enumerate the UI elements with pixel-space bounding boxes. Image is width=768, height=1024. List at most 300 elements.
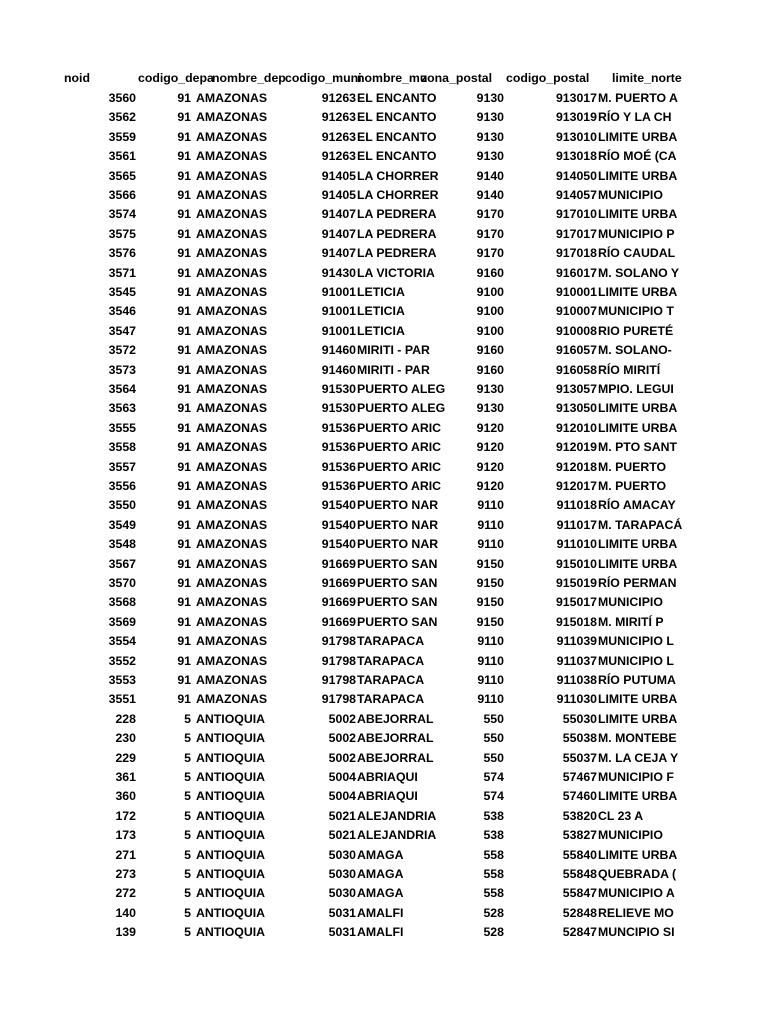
table-row	[0, 535, 768, 554]
cell-limite-norte: RÍO PUTUMA	[598, 673, 676, 687]
cell-nombre-depto: AMAZONAS	[196, 362, 268, 377]
cell-limite-norte: RIO PURETÉ	[598, 323, 674, 338]
cell-codigo-postal: 915019	[555, 576, 597, 590]
cell-limite-norte: M. LA CEJA Y	[598, 750, 679, 765]
table-row	[0, 302, 768, 321]
cell-limite-norte: MUNICIPIO F	[598, 770, 674, 784]
cell-noid: 3566	[108, 188, 136, 202]
cell-codigo-depto: 91	[177, 673, 191, 687]
cell-codigo-postal: 910007	[555, 304, 597, 319]
cell-noid: 3571	[108, 265, 136, 280]
header-noid: noid	[64, 71, 90, 85]
cell-codigo-postal: 55030	[562, 711, 597, 726]
cell-zona-postal: 9110	[477, 692, 504, 707]
table-row	[0, 632, 768, 651]
cell-nombre-depto: ANTIOQUIA	[196, 847, 265, 862]
cell-zona-postal: 574	[483, 770, 504, 784]
cell-codigo-muni: 91263	[321, 149, 356, 164]
cell-zona-postal: 9100	[476, 304, 504, 319]
cell-codigo-depto: 91	[177, 323, 191, 338]
table-row	[0, 807, 768, 826]
cell-codigo-postal: 911038	[556, 673, 597, 687]
cell-zona-postal: 558	[483, 886, 504, 901]
table-row	[0, 749, 768, 768]
cell-noid: 3564	[108, 382, 136, 396]
cell-limite-norte: LIMITE URBA	[598, 711, 678, 726]
cell-zona-postal: 9160	[476, 265, 504, 280]
cell-codigo-depto: 91	[177, 537, 191, 552]
cell-nombre-depto: AMAZONAS	[196, 188, 268, 202]
cell-zona-postal: 9150	[476, 595, 504, 610]
header-row	[0, 69, 768, 88]
cell-nombre-muni: PUERTO ARIC	[357, 479, 442, 493]
cell-noid: 3545	[108, 285, 136, 299]
cell-noid: 3549	[108, 517, 136, 532]
cell-nombre-depto: ANTIOQUIA	[196, 731, 265, 746]
cell-nombre-depto: AMAZONAS	[196, 614, 268, 629]
table-row	[0, 186, 768, 205]
cell-zona-postal: 9120	[476, 459, 504, 474]
cell-limite-norte: LIMITE URBA	[598, 556, 678, 571]
cell-zona-postal: 9120	[476, 420, 504, 435]
cell-zona-postal: 9120	[476, 440, 504, 455]
cell-nombre-depto: ANTIOQUIA	[196, 711, 265, 726]
cell-limite-norte: LIMITE URBA	[598, 537, 678, 552]
table-row	[0, 710, 768, 729]
cell-codigo-muni: 5021	[328, 828, 356, 843]
cell-nombre-depto: ANTIOQUIA	[196, 905, 265, 920]
cell-nombre-depto: AMAZONAS	[196, 91, 268, 105]
cell-codigo-muni: 91669	[321, 576, 356, 590]
cell-nombre-depto: AMAZONAS	[196, 304, 268, 319]
cell-nombre-muni: PUERTO ARIC	[357, 459, 442, 474]
cell-noid: 230	[115, 731, 136, 746]
table-row	[0, 205, 768, 224]
cell-nombre-muni: LETICIA	[357, 285, 405, 299]
cell-nombre-depto: AMAZONAS	[196, 168, 268, 183]
table-row	[0, 652, 768, 671]
cell-codigo-postal: 913010	[555, 129, 597, 144]
cell-codigo-muni: 91530	[321, 401, 356, 416]
cell-nombre-depto: AMAZONAS	[196, 323, 268, 338]
cell-codigo-muni: 91405	[321, 168, 356, 183]
cell-zona-postal: 528	[483, 925, 504, 940]
cell-noid: 139	[115, 925, 136, 940]
cell-limite-norte: MUNICIPIO	[598, 595, 663, 610]
cell-codigo-muni: 91530	[321, 382, 356, 396]
cell-limite-norte: LIMITE URBA	[598, 420, 678, 435]
cell-codigo-postal: 53827	[562, 828, 597, 843]
cell-noid: 3555	[108, 420, 136, 435]
table-row	[0, 89, 768, 108]
header-limite-norte: limite_norte	[612, 71, 682, 85]
cell-noid: 271	[115, 847, 136, 862]
cell-zona-postal: 9110	[477, 653, 504, 668]
cell-codigo-muni: 91407	[321, 246, 356, 261]
cell-zona-postal: 9140	[476, 168, 504, 183]
cell-nombre-depto: AMAZONAS	[196, 265, 268, 280]
cell-nombre-muni: TARAPACA	[357, 673, 425, 687]
table-row	[0, 361, 768, 380]
cell-codigo-muni: 91263	[321, 110, 356, 125]
cell-codigo-postal: 913017	[555, 91, 597, 105]
cell-nombre-depto: AMAZONAS	[196, 285, 268, 299]
cell-codigo-depto: 91	[177, 517, 191, 532]
cell-nombre-depto: AMAZONAS	[196, 459, 268, 474]
cell-nombre-muni: ALEJANDRIA	[357, 808, 437, 823]
cell-codigo-depto: 5	[184, 925, 191, 940]
cell-codigo-muni: 91407	[321, 226, 356, 241]
cell-zona-postal: 550	[483, 750, 504, 765]
cell-zona-postal: 9120	[476, 479, 504, 493]
cell-nombre-depto: AMAZONAS	[196, 576, 268, 590]
cell-nombre-muni: PUERTO NAR	[357, 517, 439, 532]
cell-nombre-depto: AMAZONAS	[196, 110, 268, 125]
cell-zona-postal: 9130	[476, 129, 504, 144]
cell-nombre-depto: ANTIOQUIA	[196, 867, 265, 881]
table-row	[0, 768, 768, 787]
cell-zona-postal: 9170	[476, 207, 504, 222]
cell-limite-norte: MUNICIPIO	[598, 828, 663, 843]
cell-codigo-muni: 5004	[328, 770, 356, 784]
cell-codigo-depto: 91	[177, 653, 191, 668]
table-row	[0, 108, 768, 127]
cell-codigo-muni: 91540	[321, 498, 356, 513]
cell-nombre-depto: AMAZONAS	[196, 692, 268, 707]
cell-nombre-muni: AMAGA	[357, 867, 404, 881]
cell-nombre-muni: EL ENCANTO	[357, 149, 437, 164]
cell-codigo-depto: 91	[177, 226, 191, 241]
cell-nombre-muni: PUERTO ARIC	[357, 420, 442, 435]
table-row	[0, 438, 768, 457]
cell-limite-norte: LIMITE URBA	[598, 401, 678, 416]
cell-codigo-depto: 91	[177, 246, 191, 261]
cell-codigo-postal: 917018	[555, 246, 597, 261]
cell-limite-norte: MUNICIPIO P	[598, 226, 675, 241]
cell-nombre-depto: AMAZONAS	[196, 479, 268, 493]
cell-codigo-muni: 91669	[321, 595, 356, 610]
cell-nombre-muni: ABEJORRAL	[357, 711, 434, 726]
cell-codigo-depto: 91	[177, 207, 191, 222]
cell-noid: 3553	[108, 673, 136, 687]
cell-zona-postal: 9110	[477, 634, 504, 649]
cell-zona-postal: 9100	[476, 323, 504, 338]
cell-nombre-depto: AMAZONAS	[196, 401, 268, 416]
cell-noid: 3576	[108, 246, 136, 261]
cell-noid: 140	[115, 905, 136, 920]
cell-zona-postal: 9170	[476, 226, 504, 241]
cell-noid: 360	[115, 789, 136, 804]
cell-codigo-muni: 91798	[321, 653, 356, 668]
cell-codigo-muni: 91536	[321, 459, 356, 474]
cell-limite-norte: M. PTO SANT	[598, 440, 678, 455]
cell-limite-norte: M. SOLANO Y	[598, 265, 680, 280]
cell-zona-postal: 528	[483, 905, 504, 920]
cell-limite-norte: RÍO Y LA CH	[598, 110, 672, 125]
cell-noid: 3565	[108, 168, 136, 183]
cell-zona-postal: 9150	[476, 614, 504, 629]
cell-codigo-depto: 91	[177, 479, 191, 493]
cell-codigo-postal: 914057	[555, 188, 597, 202]
cell-codigo-muni: 91001	[321, 304, 356, 319]
cell-codigo-muni: 91540	[321, 537, 356, 552]
cell-codigo-muni: 5021	[328, 808, 356, 823]
table-row	[0, 380, 768, 399]
cell-noid: 272	[115, 886, 136, 901]
cell-noid: 3573	[108, 362, 136, 377]
cell-limite-norte: MUNICIPIO	[598, 188, 663, 202]
cell-codigo-muni: 91001	[321, 323, 356, 338]
cell-codigo-postal: 915018	[555, 614, 597, 629]
header-codigo-postal: codigo_postal	[506, 71, 590, 85]
table-row	[0, 555, 768, 574]
table-row	[0, 690, 768, 709]
cell-codigo-depto: 91	[177, 285, 191, 299]
cell-codigo-postal: 914050	[555, 168, 597, 183]
cell-limite-norte: M. PUERTO	[598, 459, 667, 474]
cell-noid: 3569	[108, 614, 136, 629]
cell-codigo-postal: 911039	[556, 634, 597, 649]
cell-nombre-muni: LA CHORRER	[357, 188, 439, 202]
cell-codigo-postal: 52847	[562, 925, 597, 940]
cell-noid: 3561	[108, 149, 136, 164]
cell-noid: 228	[115, 711, 136, 726]
cell-codigo-muni: 91405	[321, 188, 356, 202]
cell-nombre-depto: AMAZONAS	[196, 537, 268, 552]
cell-codigo-depto: 5	[184, 731, 191, 746]
table-row	[0, 613, 768, 632]
cell-nombre-depto: AMAZONAS	[196, 246, 268, 261]
cell-limite-norte: M. TARAPACÁ	[598, 517, 683, 532]
cell-codigo-postal: 911018	[556, 498, 597, 513]
cell-codigo-postal: 912019	[555, 440, 597, 455]
cell-codigo-depto: 91	[177, 265, 191, 280]
cell-limite-norte: M. PUERTO	[598, 479, 667, 493]
cell-nombre-depto: ANTIOQUIA	[196, 770, 265, 784]
cell-codigo-depto: 5	[184, 828, 191, 843]
cell-nombre-depto: AMAZONAS	[196, 343, 268, 358]
header-zona-postal: zona_postal	[421, 71, 493, 85]
cell-codigo-muni: 91669	[321, 614, 356, 629]
cell-nombre-depto: ANTIOQUIA	[196, 925, 265, 940]
table-row	[0, 904, 768, 923]
cell-noid: 3567	[108, 556, 136, 571]
cell-noid: 3575	[108, 226, 136, 241]
cell-nombre-depto: ANTIOQUIA	[196, 789, 265, 804]
cell-codigo-postal: 911017	[556, 517, 597, 532]
table-row	[0, 826, 768, 845]
cell-limite-norte: RELIEVE MO	[598, 905, 674, 920]
cell-codigo-muni: 91460	[321, 343, 356, 358]
cell-zona-postal: 9110	[477, 537, 504, 552]
cell-nombre-muni: TARAPACA	[357, 653, 425, 668]
table-row	[0, 574, 768, 593]
cell-codigo-depto: 91	[177, 129, 191, 144]
cell-nombre-muni: ALEJANDRIA	[357, 828, 437, 843]
cell-nombre-muni: TARAPACA	[357, 634, 425, 649]
cell-zona-postal: 9160	[476, 343, 504, 358]
cell-nombre-muni: PUERTO NAR	[357, 537, 439, 552]
cell-nombre-muni: PUERTO SAN	[357, 614, 438, 629]
cell-codigo-depto: 91	[177, 343, 191, 358]
cell-codigo-depto: 91	[177, 595, 191, 610]
cell-codigo-depto: 91	[177, 188, 191, 202]
table-row	[0, 458, 768, 477]
cell-limite-norte: MUNICIPIO A	[598, 886, 675, 901]
cell-limite-norte: LIMITE URBA	[598, 847, 678, 862]
cell-nombre-muni: PUERTO ALEG	[357, 401, 446, 416]
cell-zona-postal: 9110	[477, 517, 504, 532]
cell-nombre-depto: AMAZONAS	[196, 517, 268, 532]
cell-nombre-muni: PUERTO SAN	[357, 595, 438, 610]
header-nombre-muni: nombre_mu	[357, 71, 428, 85]
cell-noid: 173	[115, 828, 136, 843]
cell-codigo-muni: 91540	[321, 517, 356, 532]
cell-nombre-muni: AMALFI	[357, 905, 404, 920]
cell-nombre-muni: PUERTO ALEG	[357, 382, 446, 396]
cell-codigo-depto: 91	[177, 459, 191, 474]
cell-codigo-depto: 91	[177, 149, 191, 164]
cell-noid: 3563	[108, 401, 136, 416]
cell-codigo-muni: 91263	[321, 129, 356, 144]
cell-nombre-muni: PUERTO NAR	[357, 498, 439, 513]
cell-codigo-depto: 91	[177, 110, 191, 125]
cell-nombre-muni: MIRITI - PAR	[357, 343, 430, 358]
cell-zona-postal: 9130	[476, 401, 504, 416]
cell-codigo-postal: 57460	[562, 789, 597, 804]
cell-nombre-muni: AMAGA	[357, 847, 404, 862]
cell-limite-norte: M. SOLANO-	[598, 343, 672, 358]
cell-limite-norte: MUNICIPIO L	[598, 653, 674, 668]
cell-codigo-depto: 5	[184, 847, 191, 862]
cell-nombre-muni: EL ENCANTO	[357, 91, 437, 105]
cell-nombre-depto: AMAZONAS	[196, 673, 268, 687]
cell-nombre-depto: AMAZONAS	[196, 595, 268, 610]
cell-codigo-postal: 913057	[555, 382, 597, 396]
header-nombre-depto: nombre_dep	[212, 71, 286, 85]
cell-noid: 3548	[108, 537, 136, 552]
cell-nombre-muni: ABEJORRAL	[357, 750, 434, 765]
cell-codigo-depto: 91	[177, 91, 191, 105]
table-row	[0, 128, 768, 147]
cell-codigo-postal: 916017	[555, 265, 597, 280]
cell-codigo-postal: 912017	[555, 479, 597, 493]
cell-codigo-postal: 53820	[562, 808, 597, 823]
cell-codigo-depto: 91	[177, 692, 191, 707]
cell-limite-norte: RÍO PERMAN	[598, 576, 677, 590]
cell-codigo-muni: 91798	[321, 673, 356, 687]
cell-noid: 3546	[108, 304, 136, 319]
cell-codigo-postal: 911037	[556, 653, 597, 668]
table-row	[0, 322, 768, 341]
table-row	[0, 923, 768, 942]
cell-nombre-depto: AMAZONAS	[196, 129, 268, 144]
cell-codigo-depto: 5	[184, 789, 191, 804]
cell-zona-postal: 550	[483, 711, 504, 726]
cell-nombre-depto: ANTIOQUIA	[196, 828, 265, 843]
table-row	[0, 884, 768, 903]
cell-nombre-depto: ANTIOQUIA	[196, 750, 265, 765]
header-codigo-muni: codigo_muni	[285, 71, 362, 85]
cell-codigo-depto: 5	[184, 750, 191, 765]
table-row	[0, 496, 768, 515]
cell-nombre-muni: PUERTO SAN	[357, 556, 438, 571]
cell-limite-norte: M. MIRITÍ P	[598, 614, 664, 629]
cell-nombre-muni: EL ENCANTO	[357, 129, 437, 144]
cell-limite-norte: M. MONTEBE	[598, 731, 677, 746]
cell-zona-postal: 9140	[476, 188, 504, 202]
cell-limite-norte: RÍO MIRITÍ	[598, 362, 661, 377]
cell-limite-norte: MUNICIPIO L	[598, 634, 674, 649]
cell-nombre-depto: AMAZONAS	[196, 556, 268, 571]
cell-zona-postal: 9130	[476, 149, 504, 164]
cell-zona-postal: 9150	[476, 556, 504, 571]
cell-noid: 3559	[108, 129, 136, 144]
cell-codigo-postal: 915010	[555, 556, 597, 571]
cell-codigo-muni: 91263	[321, 91, 356, 105]
cell-zona-postal: 9160	[476, 362, 504, 377]
cell-limite-norte: LIMITE URBA	[598, 692, 678, 707]
table-row	[0, 399, 768, 418]
cell-zona-postal: 538	[483, 828, 504, 843]
cell-nombre-depto: AMAZONAS	[196, 498, 268, 513]
cell-limite-norte: RÍO AMACAY	[598, 498, 676, 513]
cell-noid: 3556	[108, 479, 136, 493]
cell-codigo-muni: 5002	[328, 711, 356, 726]
cell-nombre-muni: AMALFI	[357, 925, 404, 940]
table-row	[0, 264, 768, 283]
cell-zona-postal: 9130	[476, 382, 504, 396]
cell-limite-norte: QUEBRADA (	[598, 867, 677, 881]
cell-nombre-muni: LA VICTORIA	[357, 265, 435, 280]
cell-nombre-depto: AMAZONAS	[196, 440, 268, 455]
cell-codigo-postal: 57467	[562, 770, 597, 784]
cell-codigo-postal: 911010	[556, 537, 597, 552]
cell-limite-norte: LIMITE URBA	[598, 285, 678, 299]
cell-zona-postal: 9110	[477, 673, 504, 687]
cell-zona-postal: 9130	[476, 110, 504, 125]
cell-codigo-muni: 5031	[328, 925, 356, 940]
cell-nombre-depto: AMAZONAS	[196, 382, 268, 396]
cell-noid: 3558	[108, 440, 136, 455]
cell-codigo-muni: 91669	[321, 556, 356, 571]
cell-codigo-muni: 91407	[321, 207, 356, 222]
cell-codigo-postal: 55038	[562, 731, 597, 746]
cell-zona-postal: 550	[483, 731, 504, 746]
cell-noid: 273	[115, 867, 136, 881]
cell-codigo-postal: 910001	[555, 285, 597, 299]
cell-codigo-muni: 91536	[321, 479, 356, 493]
cell-codigo-postal: 916057	[555, 343, 597, 358]
cell-codigo-postal: 55037	[562, 750, 597, 765]
cell-codigo-muni: 5030	[328, 886, 356, 901]
cell-limite-norte: M. PUERTO A	[598, 91, 678, 105]
table-row	[0, 419, 768, 438]
cell-noid: 229	[115, 750, 136, 765]
cell-nombre-muni: LETICIA	[357, 323, 405, 338]
cell-limite-norte: LIMITE URBA	[598, 168, 678, 183]
cell-codigo-muni: 91536	[321, 420, 356, 435]
cell-nombre-muni: AMAGA	[357, 886, 404, 901]
cell-limite-norte: LIMITE URBA	[598, 129, 678, 144]
table-row	[0, 593, 768, 612]
table-row	[0, 729, 768, 748]
cell-noid: 3560	[108, 91, 136, 105]
cell-codigo-postal: 916058	[555, 362, 597, 377]
cell-nombre-muni: MIRITI - PAR	[357, 362, 430, 377]
cell-limite-norte: MUNICIPIO T	[598, 304, 674, 319]
cell-codigo-depto: 91	[177, 304, 191, 319]
